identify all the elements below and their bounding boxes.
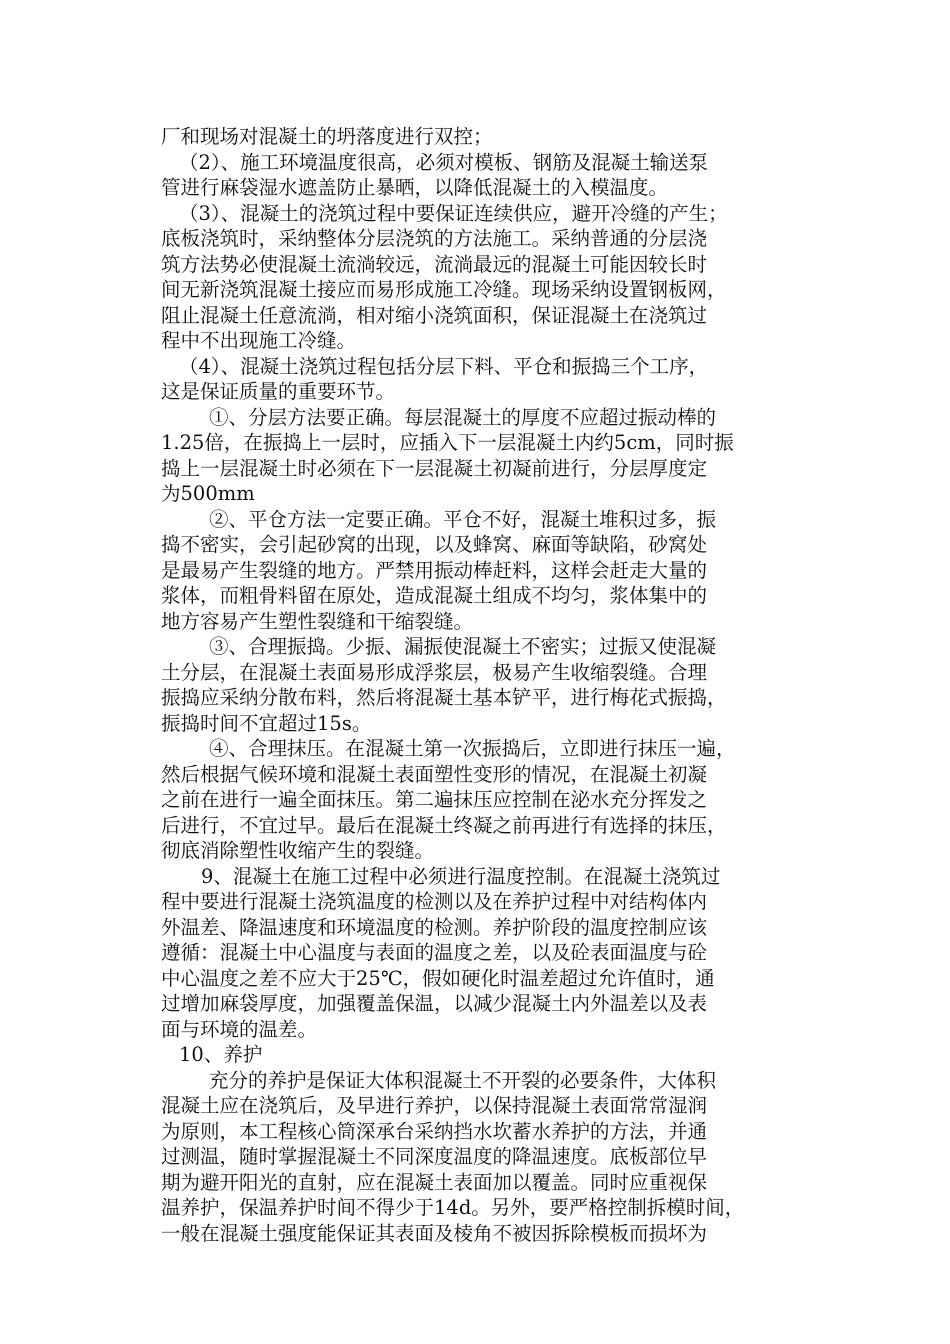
- text-line: ②、平仓方法一定要正确。平仓不好，混凝土堆积过多，振: [209, 507, 717, 531]
- text-line: 期为避开阳光的直射，应在混凝土表面加以覆盖。同时应重视保: [161, 1170, 708, 1194]
- text-line: 振捣应采纳分散布料，然后将混凝土基本铲平，进行梅花式振捣，: [161, 686, 727, 709]
- text-line: 土分层，在混凝土表面易形成浮浆层，极易产生收缩裂缝。合理: [161, 660, 708, 684]
- text-line: ③、合理振捣。少振、漏振使混凝土不密实；过振又使混凝: [209, 635, 717, 658]
- text-line: ④、合理抹压。在混凝土第一次振捣后，立即进行抹压一遍，: [209, 737, 736, 760]
- text-line: 彻底消除塑性收缩产生的裂缝。: [161, 839, 435, 862]
- text-line: 充分的养护是保证大体积混凝土不开裂的必要条件，大体积: [209, 1068, 717, 1092]
- text-line: 混凝土应在浇筑后，及早进行养护，以保持混凝土表面常常湿润: [161, 1094, 708, 1117]
- text-line: （3）、混凝土的浇筑过程中要保证连续供应，避开冷缝的产生；: [179, 201, 728, 225]
- text-line: 温养护，保温养护时间不得少于14d。另外，要严格控制拆模时间，: [161, 1196, 745, 1219]
- body-text: [161, 124, 811, 1246]
- text-line: 过测温，随时掌握混凝土不同深度温度的降温速度。底板部位早: [161, 1145, 708, 1168]
- text-line: 之前在进行一遍全面抹压。第二遍抹压应控制在泌水充分挥发之: [161, 788, 708, 811]
- text-line: 底板浇筑时，采纳整体分层浇筑的方法施工。采纳普通的分层浇: [161, 227, 708, 250]
- text-line: 9、混凝土在施工过程中必须进行温度控制。在混凝土浇筑过: [201, 864, 721, 888]
- text-line: 面与环境的温差。: [161, 1017, 318, 1041]
- text-line: 地方容易产生塑性裂缝和干缩裂缝。: [161, 609, 474, 633]
- text-line: 间无新浇筑混凝土接应而易形成施工冷缝。现场采纳设置钢板网，: [161, 278, 727, 301]
- text-line: 遵循：混凝土中心温度与表面的温度之差，以及砼表面温度与砼: [161, 941, 708, 964]
- text-line: 中心温度之差不应大于25℃，假如硬化时温差超过允许值时，通: [161, 966, 715, 990]
- text-line: 捣上一层混凝土时必须在下一层混凝土初凝前进行，分层厚度定: [161, 456, 708, 480]
- text-line: 厂和现场对混凝土的坍落度进行双控；: [161, 125, 493, 148]
- text-line: 振捣时间不宜超过15s。: [161, 711, 372, 735]
- text-line: 过增加麻袋厚度，加强覆盖保温，以减少混凝土内外温差以及表: [161, 992, 708, 1015]
- text-line: ①、分层方法要正确。每层混凝土的厚度不应超过振动棒的: [209, 405, 717, 429]
- text-line: 为原则，本工程核心筒深承台采纳挡水坎蓄水养护的方法，并通: [161, 1119, 708, 1143]
- text-line: 筑方法势必使混凝土流淌较远，流淌最远的混凝土可能因较长时: [161, 252, 708, 276]
- text-line: 1.25倍，在振捣上一层时，应插入下一层混凝土内约5cm，同时振: [161, 431, 734, 454]
- text-line: 为500mm: [161, 482, 255, 505]
- section-heading: 10、养护: [179, 1043, 263, 1066]
- text-line: 程中要进行混凝土浇筑温度的检测以及在养护过程中对结构体内: [161, 890, 708, 913]
- text-line: 浆体，而粗骨料留在原处，造成混凝土组成不均匀，浆体集中的: [161, 584, 708, 607]
- text-line: 捣不密实，会引起砂窝的出现，以及蜂窝、麻面等缺陷，砂窝处: [161, 533, 708, 556]
- text-line: 阻止混凝土任意流淌，相对缩小浇筑面积，保证混凝土在浇筑过: [161, 303, 708, 327]
- text-line: （4）、混凝土浇筑过程包括分层下料、平仓和振捣三个工序，: [179, 354, 709, 378]
- text-line: 是最易产生裂缝的地方。严禁用振动棒赶料，这样会赶走大量的: [161, 558, 708, 582]
- text-line: 后进行，不宜过早。最后在混凝土终凝之前再进行有选择的抹压，: [161, 813, 727, 837]
- text-line: 这是保证质量的重要环节。: [161, 380, 396, 403]
- text-line: （2）、施工环境温度很高，必须对模板、钢筋及混凝土输送泵: [179, 150, 709, 174]
- text-line: 程中不出现施工冷缝。: [161, 329, 357, 352]
- text-line: 管进行麻袋湿水遮盖防止暴晒，以降低混凝土的入模温度。: [161, 176, 669, 199]
- text-line: 外温差、降温速度和环境温度的检测。养护阶段的温度控制应该: [161, 915, 708, 939]
- text-line: 一般在混凝土强度能保证其表面及棱角不被因拆除模板而损坏为: [161, 1221, 708, 1245]
- text-line: 然后根据气候环境和混凝土表面塑性变形的情况，在混凝土初凝: [161, 762, 708, 786]
